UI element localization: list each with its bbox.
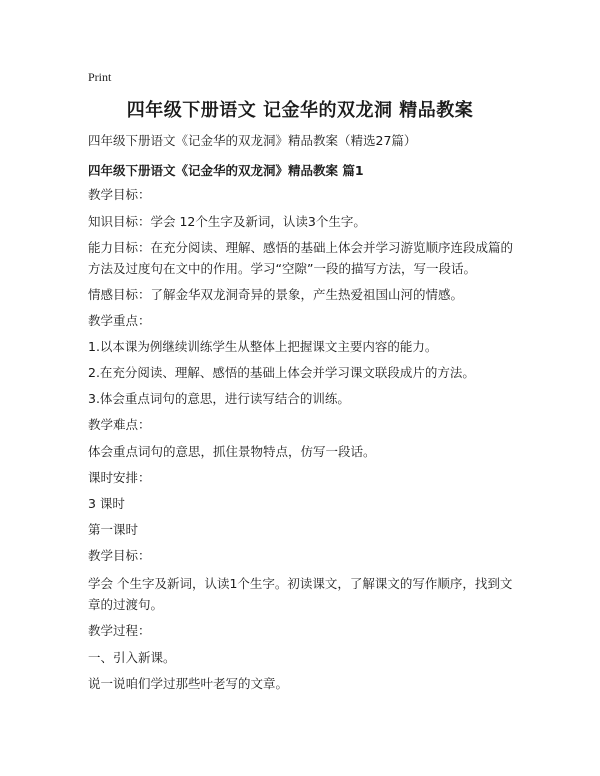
paragraph-key-point-2: 2.在充分阅读、理解、感悟的基础上体会并学习课文联段成片的方法。	[88, 365, 475, 380]
paragraph-schedule-heading: 课时安排：	[88, 470, 151, 485]
paragraph-lesson-goals-heading: 教学目标：	[88, 548, 151, 563]
document-title: 四年级下册语文 记金华的双龙洞 精品教案	[126, 100, 474, 121]
paragraph-lesson-goals: 学会 个生字及新词，认读1个生字。初读课文，了解课文的写作顺序，找到文章的过渡句。	[88, 576, 513, 612]
paragraph-intro-prompt: 说一说咱们学过那些叶老写的文章。	[88, 676, 289, 691]
paragraph-difficulty: 体会重点词句的意思，抓住景物特点，仿写一段话。	[88, 444, 376, 459]
document-subtitle: 四年级下册语文《记金华的双龙洞》精品教案（精选27篇）	[88, 133, 417, 148]
paragraph-emotion-goal: 情感目标：了解金华双龙洞奇异的景象，产生热爱祖国山河的情感。	[88, 287, 464, 302]
paragraph-difficulty-heading: 教学难点：	[88, 417, 151, 432]
section-heading: 四年级下册语文《记金华的双龙洞》精品教案 篇1	[88, 163, 364, 178]
paragraph-teaching-goals: 教学目标：	[88, 187, 151, 202]
paragraph-key-points-heading: 教学重点：	[88, 313, 151, 328]
paragraph-process-heading: 教学过程：	[88, 623, 151, 638]
paragraph-first-lesson: 第一课时	[88, 522, 139, 537]
print-label[interactable]: Print	[88, 70, 112, 84]
paragraph-ability-goal: 能力目标：在充分阅读、理解、感悟的基础上体会并学习游览顺序连段成篇的方法及过度句在文中的作用。学习“空隙”一段的描写方法，写一段话。	[88, 240, 514, 276]
paragraph-schedule: 3 课时	[88, 496, 125, 511]
paragraph-key-point-3: 3.体会重点词句的意思，进行读写结合的训练。	[88, 391, 350, 406]
paragraph-key-point-1: 1.以本课为例继续训练学生从整体上把握课文主要内容的能力。	[88, 339, 438, 354]
paragraph-intro-step: 一、引入新课。	[88, 650, 176, 665]
paragraph-knowledge-goal: 知识目标：学会 12个生字及新词，认读3个生字。	[88, 214, 366, 229]
